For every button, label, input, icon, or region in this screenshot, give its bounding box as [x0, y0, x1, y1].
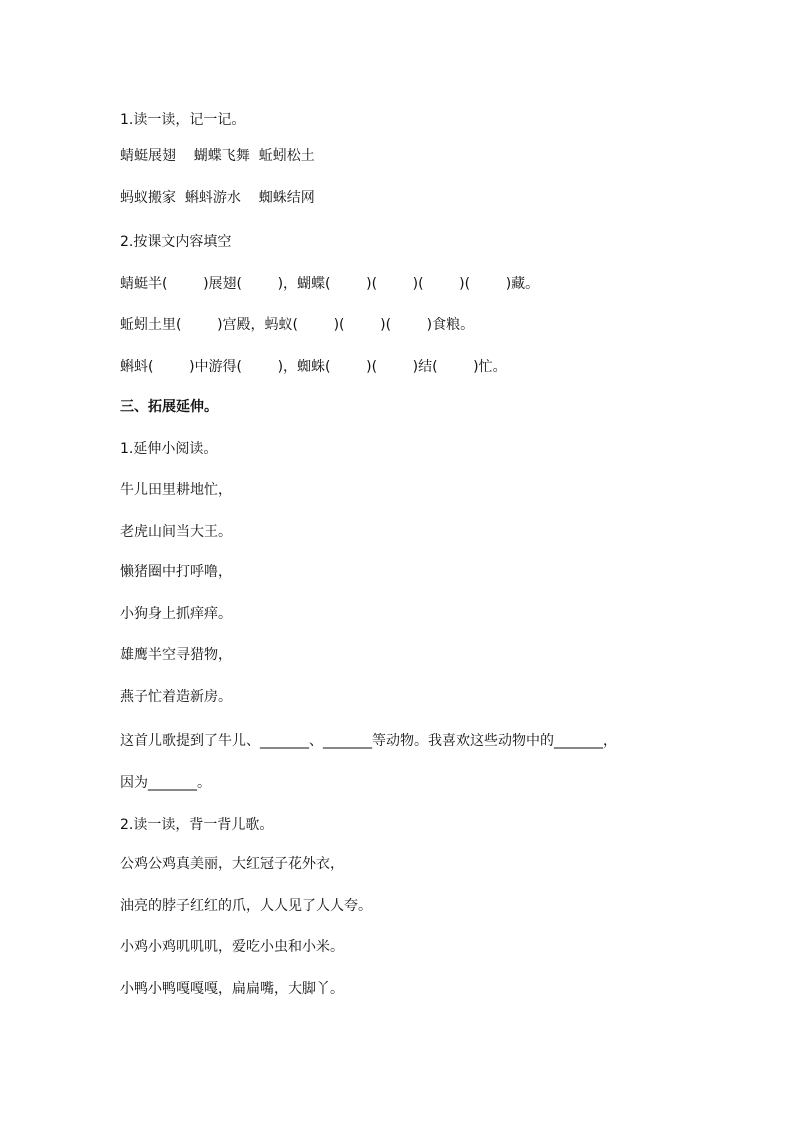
poem-line-3: 懒猪圈中打呼噜，	[120, 564, 232, 580]
phrase-row-1: 蜻蜓展翅 蝴蝶飞舞 蚯蚓松土	[120, 148, 315, 164]
question-recite-rhyme: 2.读一读，背一背儿歌。	[120, 817, 274, 833]
fill-blank-line-2: 蚯蚓土里( )宫殿，蚂蚁( )( )( )食粮。	[120, 317, 475, 333]
rhyme-line-2: 油亮的脖子红红的爪，人人见了人人夸。	[120, 898, 372, 914]
poem-line-4: 小狗身上抓痒痒。	[120, 606, 232, 622]
section-heading-extension: 三、拓展延伸。	[120, 399, 218, 415]
question-extended-reading: 1.延伸小阅读。	[120, 441, 218, 457]
poem-line-6: 燕子忙着造新房。	[120, 689, 232, 705]
poem-line-5: 雄鹰半空寻猎物，	[120, 647, 232, 663]
question-fill-blank: 2.按课文内容填空	[120, 234, 232, 250]
poem-line-2: 老虎山间当大王。	[120, 524, 232, 540]
rhyme-line-4: 小鸭小鸭嘎嘎嘎，扁扁嘴，大脚丫。	[120, 981, 344, 997]
poem-question-line-1: 这首儿歌提到了牛儿、_______、_______等动物。我喜欢这些动物中的_______，	[120, 733, 617, 749]
question-read-remember: 1.读一读，记一记。	[120, 112, 246, 128]
phrase-row-2: 蚂蚁搬家 蝌蚪游水 蜘蛛结网	[120, 190, 315, 206]
fill-blank-line-3: 蝌蚪( )中游得( )，蜘蛛( )( )结( )忙。	[120, 359, 507, 375]
poem-line-1: 牛儿田里耕地忙，	[120, 482, 232, 498]
rhyme-line-1: 公鸡公鸡真美丽，大红冠子花外衣，	[120, 856, 344, 872]
poem-question-line-2: 因为_______。	[120, 775, 211, 791]
fill-blank-line-1: 蜻蜓半( )展翅( )，蝴蝶( )( )( )( )藏。	[120, 276, 540, 292]
rhyme-line-3: 小鸡小鸡叽叽叽，爱吃小虫和小米。	[120, 939, 344, 955]
